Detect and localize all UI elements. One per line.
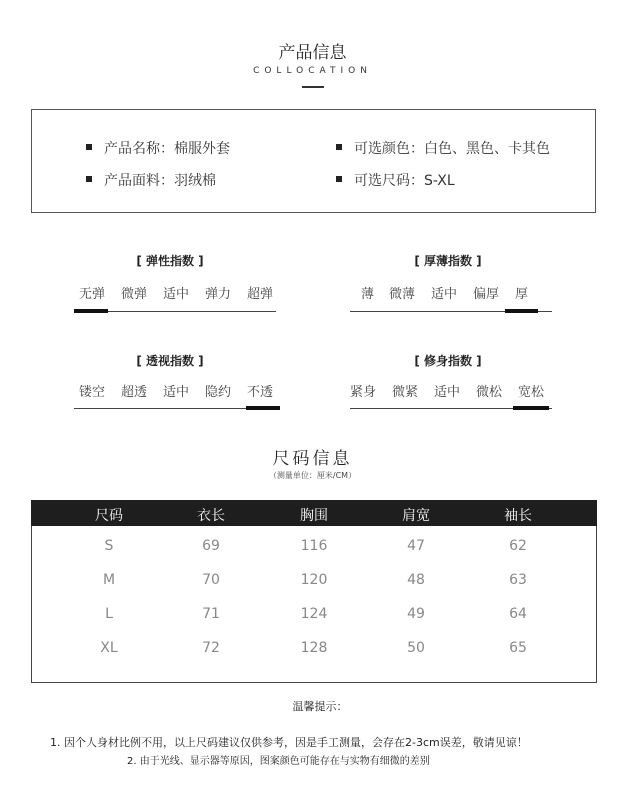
info-product-colors-text: 可选颜色：白色、黑色、卡其色	[354, 141, 550, 157]
thickness-option: 微薄	[389, 287, 416, 302]
table-cell: 49	[407, 606, 425, 622]
transparency-option: 镂空	[79, 385, 106, 400]
fit-option: 紧身	[350, 385, 377, 400]
elastic-index-title: [ 弹性指数 ]	[136, 254, 204, 268]
table-row	[31, 572, 597, 592]
info-product-fabric-text: 产品面料：羽绒棉	[104, 173, 216, 189]
thickness-option: 适中	[431, 287, 458, 302]
thickness-option: 薄	[361, 287, 375, 302]
square-bullet-icon	[86, 144, 92, 150]
transparency-index-indicator	[246, 406, 280, 410]
table-cell: 124	[300, 606, 328, 622]
elastic-option: 适中	[163, 287, 190, 302]
header-size: 尺码	[95, 508, 123, 524]
table-cell: 71	[202, 606, 220, 622]
table-cell: 72	[202, 640, 220, 656]
size-info-unit: （测量单位：厘米/CM）	[268, 471, 357, 480]
table-cell: 62	[509, 538, 527, 554]
fit-index-title: [ 修身指数 ]	[414, 354, 482, 368]
thickness-index-options	[361, 283, 543, 302]
table-cell: 63	[509, 572, 527, 588]
info-product-name	[86, 138, 230, 158]
table-cell: 116	[300, 538, 328, 554]
thickness-option: 偏厚	[473, 287, 500, 302]
tips-line-1: 1. 因个人身材比例不用，以上尺码建议仅供参考，因是手工测量，会存在2-3cm误差，敬请见谅！	[50, 736, 528, 749]
header-length: 衣长	[197, 508, 225, 524]
fit-index-options	[350, 381, 560, 400]
fit-option: 适中	[434, 385, 461, 400]
elastic-option: 超弹	[247, 287, 274, 302]
table-row	[31, 640, 597, 660]
table-cell: 69	[202, 538, 220, 554]
table-row	[31, 606, 597, 626]
title-divider	[302, 86, 324, 88]
tips-title: 温馨提示：	[292, 700, 348, 713]
info-product-colors	[336, 138, 550, 158]
header-chest: 胸围	[300, 508, 328, 524]
fit-option: 微松	[476, 385, 503, 400]
elastic-option: 弹力	[205, 287, 232, 302]
product-info-box	[31, 109, 596, 213]
elastic-option: 无弹	[79, 287, 106, 302]
elastic-option: 微弹	[121, 287, 148, 302]
table-cell: 64	[509, 606, 527, 622]
table-cell: S	[104, 538, 114, 554]
table-cell: L	[105, 606, 113, 622]
page-title: 产品信息	[278, 43, 347, 63]
size-table-header	[31, 500, 597, 526]
transparency-option: 不透	[247, 385, 274, 400]
transparency-option: 超透	[121, 385, 148, 400]
thickness-index-indicator	[505, 309, 538, 313]
table-cell: 128	[300, 640, 328, 656]
transparency-index-title: [ 透视指数 ]	[136, 354, 204, 368]
fit-option: 宽松	[518, 385, 545, 400]
table-cell: M	[102, 572, 116, 588]
size-info-title: 尺码信息	[272, 449, 353, 469]
header-shoulder: 肩宽	[402, 508, 430, 524]
elastic-index-options	[79, 283, 289, 302]
thickness-index-title: [ 厚薄指数 ]	[414, 254, 482, 268]
table-cell: 65	[509, 640, 527, 656]
fit-index-indicator	[513, 406, 549, 410]
elastic-index-indicator	[74, 309, 108, 313]
table-cell: 48	[407, 572, 425, 588]
info-product-sizes-text: 可选尺码：S-XL	[354, 173, 455, 189]
info-product-sizes	[336, 170, 455, 190]
header-sleeve: 袖长	[504, 508, 532, 524]
info-product-fabric	[86, 170, 216, 190]
table-cell: 70	[202, 572, 220, 588]
table-cell: 47	[407, 538, 425, 554]
transparency-index-options	[79, 381, 289, 400]
page-subtitle: COLLOCATION	[253, 66, 372, 76]
square-bullet-icon	[86, 176, 92, 182]
transparency-option: 隐约	[205, 385, 232, 400]
info-product-name-text: 产品名称：棉服外套	[104, 141, 230, 157]
table-cell: 120	[300, 572, 328, 588]
square-bullet-icon	[336, 144, 342, 150]
table-row	[31, 538, 597, 558]
thickness-option: 厚	[515, 287, 529, 302]
fit-option: 微紧	[392, 385, 419, 400]
tips-line-2: 2. 由于光线、显示器等原因，图案颜色可能存在与实物有细微的差别	[127, 756, 430, 767]
table-cell: 50	[407, 640, 425, 656]
table-cell: XL	[100, 640, 118, 656]
transparency-option: 适中	[163, 385, 190, 400]
square-bullet-icon	[336, 176, 342, 182]
